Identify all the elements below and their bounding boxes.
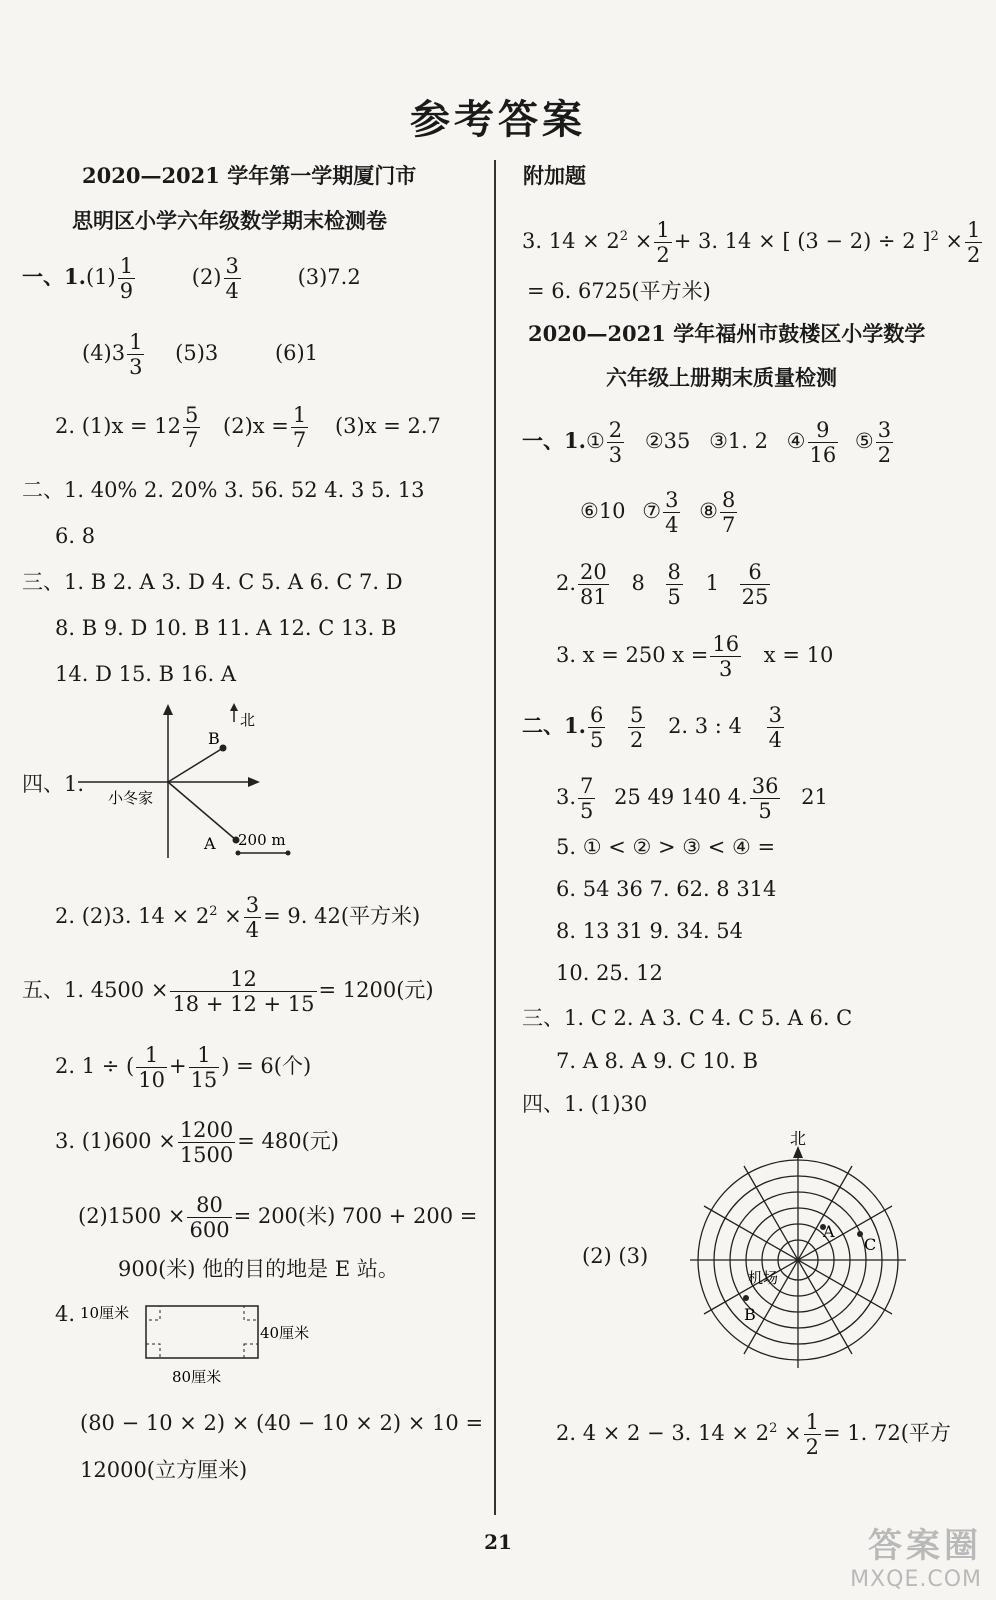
left-header-2: 思明区小学六年级数学期末检测卷	[72, 208, 387, 233]
extra-result: = 6. 6725(平方米)	[527, 279, 711, 303]
q1-2-line: 2. (1)x = 12 $\frac{5}{7}$ (2)x = $\frac{1}{7}$ (3)x = 2.7	[55, 403, 441, 452]
q3-line2: 8. B 9. D 10. B 11. A 12. C 13. B	[55, 616, 397, 640]
q2-line2: 6. 8	[55, 524, 96, 548]
right-header-1: 2020—2021 学年福州市鼓楼区小学数学	[528, 321, 926, 346]
r2-8-line: 8. 13 31 9. 34. 54	[556, 919, 744, 943]
r4-2-line: 2. 4 × 2 − 3. $14 \times 2^2$ × $\frac{1}{2}$ = 1. 72(平方	[556, 1410, 951, 1459]
polar-diagram	[688, 1130, 928, 1380]
q4-2-line: 2. (2)3. $14 \times 2^2$ × $\frac{3}{4}$ = 9. 42(平方米)	[55, 893, 421, 942]
column-divider	[494, 160, 496, 1515]
extra-eq: 3. $14 \times 2^2$ × $\frac{1}{2}$ + 3. 14 × [ (3 − 2) ÷ 2 ]$^2$ × $\frac{1}{2}$	[522, 218, 981, 267]
q1-line2: (4)3 $\frac{1}{3}$ (5)3 (6)1	[82, 330, 319, 379]
q5-4-eq2: 12000(立方厘米)	[80, 1458, 248, 1482]
r1-3-line: 3. x = 250 x = $\frac{16}{3}$ x = 10	[556, 632, 834, 681]
label-a: A	[204, 834, 216, 853]
polar-center-label: 机场	[748, 1269, 779, 1287]
q5-1-line: 五、1. 4500 × $\frac{12}{18 + 12 + 15}$ = 1200(元)	[22, 967, 434, 1016]
polar-point-b	[743, 1295, 749, 1301]
polar-label-c: C	[864, 1235, 877, 1254]
q5-4-eq1: (80 − 10 × 2) × (40 − 10 × 2) × 10 =	[80, 1411, 484, 1435]
rect-corner-label: 10厘米	[80, 1304, 130, 1322]
polar-point-c	[857, 1231, 863, 1237]
q3-line1: 三、1. B 2. A 3. D 4. C 5. A 6. C 7. D	[22, 570, 403, 594]
q5-4-label: 4.	[55, 1302, 76, 1326]
q5-2-line: 2. 1 ÷ ( $\frac{1}{10}$ + $\frac{1}{15}$ ) = 6(个)	[55, 1043, 312, 1092]
watermark-url: MXQE.COM	[850, 1567, 982, 1592]
r1-2-line: 2. $\frac{20}{81}$ 8 $\frac{8}{5}$ 1 $\frac{6}{25}$	[556, 560, 769, 609]
polar-label-b: B	[744, 1305, 756, 1324]
r2-10-line: 10. 25. 12	[556, 961, 663, 985]
home-label: 小冬家	[108, 789, 154, 807]
rect-bottom-label: 80厘米	[172, 1368, 222, 1386]
r2-line1: 二、1. $\frac{6}{5}$ $\frac{5}{2}$ 2. 3 : 4 $\frac{3}{4}$	[522, 703, 782, 752]
watermark-logo-text: 答案圈	[868, 1526, 982, 1566]
scale-label: 200 m	[238, 831, 286, 849]
r1-line1: 一、1.① $\frac{2}{3}$ ②35 ③1. 2 ④ $\frac{9}{16}$ ⑤ $\frac{3}{2}$	[522, 418, 892, 467]
r2-6-line: 6. 54 36 7. 62. 8 314	[556, 877, 777, 901]
r4-sub: (2) (3)	[582, 1244, 649, 1268]
point-b	[220, 745, 227, 752]
watermark	[850, 1518, 982, 1592]
left-header-1: 2020—2021 学年第一学期厦门市	[82, 163, 417, 188]
rectangle-diagram	[76, 1296, 336, 1392]
q1-line1: 一、1.(1) $\frac{1}{9}$ (2) $\frac{3}{4}$ (3)7.2	[22, 254, 361, 303]
r3-line2: 7. A 8. A 9. C 10. B	[556, 1049, 759, 1073]
rect-side-label: 40厘米	[260, 1324, 310, 1342]
direction-map	[76, 700, 296, 865]
page-number: 21	[484, 1530, 512, 1554]
q5-3c-line: 900(米) 他的目的地是 E 站。	[118, 1257, 399, 1281]
q4-label: 四、1.	[22, 772, 85, 796]
q5-3-line: 3. (1)600 × $\frac{1200}{1500}$ = 480(元)	[55, 1118, 340, 1167]
r2-5-line: 5. ① < ② > ③ < ④ =	[556, 835, 776, 859]
polar-label-a: A	[823, 1222, 835, 1241]
label-b: B	[208, 729, 220, 748]
r2-3-line: 3. $\frac{7}{5}$ 25 49 140 4. $\frac{36}{5}$ 21	[556, 774, 828, 823]
page-title: 参考答案	[410, 96, 586, 143]
extra-title: 附加题	[523, 163, 586, 188]
r4-label: 四、1. (1)30	[522, 1092, 648, 1116]
r1-line2: ⑥10 ⑦ $\frac{3}{4}$ ⑧ $\frac{8}{7}$	[580, 488, 736, 537]
polar-north-label: 北	[790, 1130, 807, 1148]
north-label: 北	[240, 711, 256, 729]
right-header-2: 六年级上册期末质量检测	[606, 365, 837, 390]
q1-label: 一、1.	[22, 264, 86, 289]
q2-line1: 二、1. 40% 2. 20% 3. 56. 52 4. 3 5. 13	[22, 478, 425, 502]
q5-3b-line: (2)1500 × $\frac{80}{600}$ = 200(米) 700 + 200 =	[78, 1193, 478, 1242]
q3-line3: 14. D 15. B 16. A	[55, 662, 237, 686]
r3-line1: 三、1. C 2. A 3. C 4. C 5. A 6. C	[522, 1006, 853, 1030]
